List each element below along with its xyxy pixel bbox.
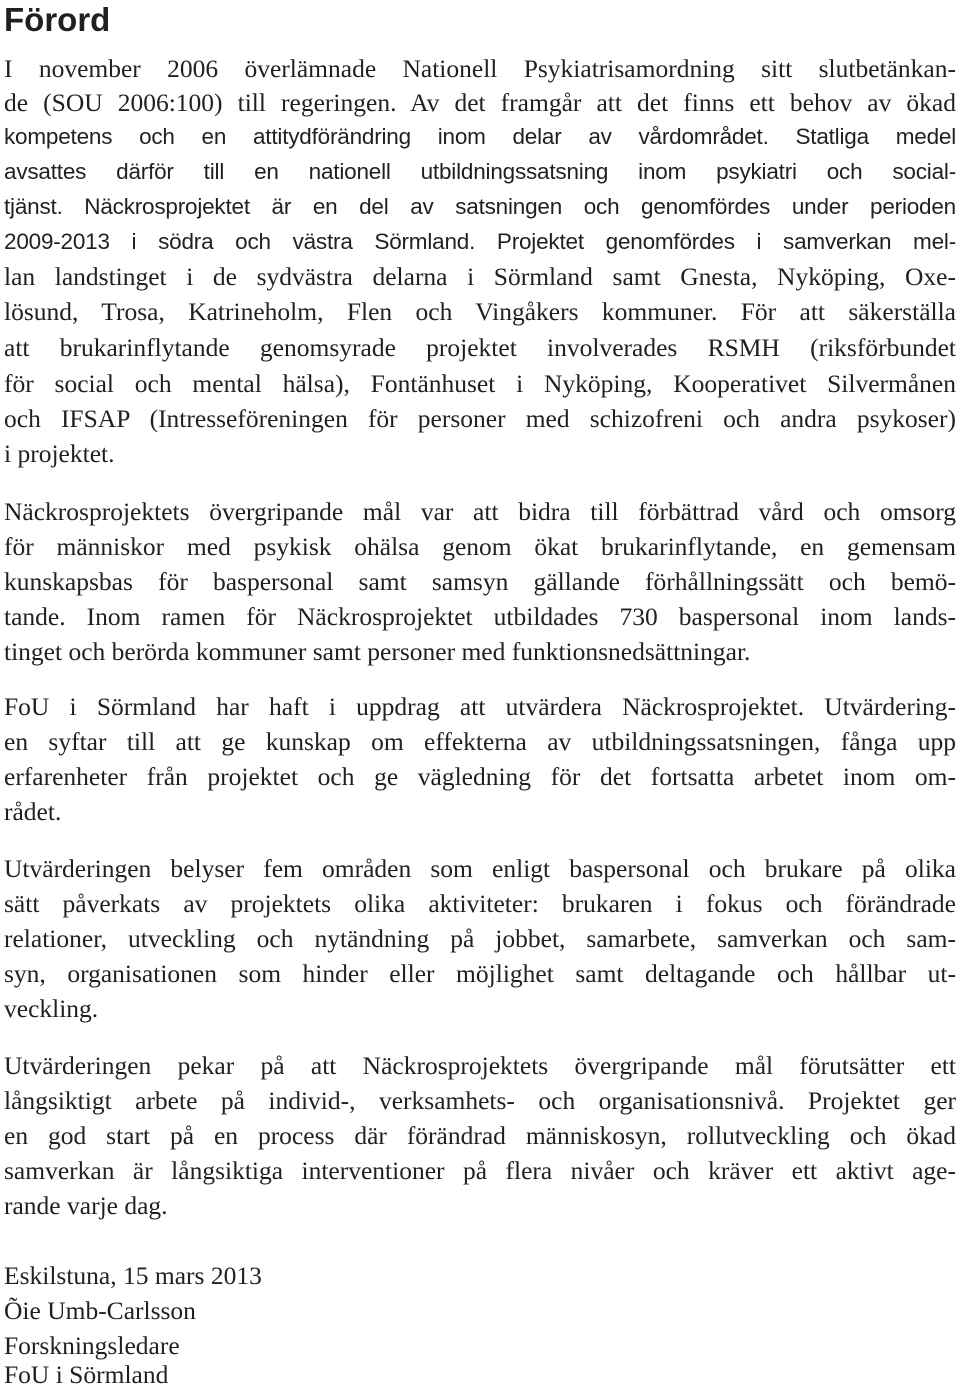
text-line: Utvärderingen belyser fem områden som enligt baspersonal och brukare på olika (4, 854, 956, 883)
text-line: kunskapsbas för baspersonal samt samsyn gällande förhållningssätt och bemö- (4, 567, 956, 596)
text-line: en god start på en process där förändrad människosyn, rollutveckling och ökad (4, 1121, 956, 1150)
text-line: tjänst. Näckrosprojektet är en del av satsningen och genomfördes under perioden (4, 194, 956, 219)
text-line: 2009-2013 i södra och västra Sörmland. Projektet genomfördes i samverkan mel- (4, 229, 956, 254)
text-line: lösund, Trosa, Katrineholm, Flen och Vingåkers kommuner. För att säkerställa (4, 297, 956, 326)
text-line: veckling. (4, 994, 99, 1023)
text-line: för människor med psykisk ohälsa genom ökat brukarinflytande, en gemensam (4, 532, 956, 561)
text-line: relationer, utveckling och nytändning på jobbet, samarbete, samverkan och sam- (4, 924, 956, 953)
signature-name: Õie Umb-Carlsson (4, 1296, 196, 1325)
text-line: I november 2006 överlämnade Nationell Psykiatrisamordning sitt slutbetänkan- (4, 54, 956, 83)
text-line: tinget och berörda kommuner samt personer med funktionsnedsättningar. (4, 637, 751, 666)
text-line: FoU i Sörmland har haft i uppdrag att utvärdera Näckrosprojektet. Utvärdering- (4, 692, 956, 721)
text-line: för social och mental hälsa), Fontänhuset i Nyköping, Kooperativet Silvermånen (4, 369, 956, 398)
text-line: syn, organisationen som hinder eller möjlighet samt deltagande och hållbar ut- (4, 959, 956, 988)
signature-place-date: Eskilstuna, 15 mars 2013 (4, 1261, 262, 1290)
text-line: långsiktigt arbete på individ-, verksamhets- och organisationsnivå. Projektet ger (4, 1086, 956, 1115)
text-line: sätt påverkats av projektets olika aktiviteter: brukaren i fokus och förändrade (4, 889, 956, 918)
text-line: Näckrosprojektets övergripande mål var att bidra till förbättrad vård och omsorg (4, 497, 956, 526)
text-line: avsattes därför till en nationell utbildningssatsning inom psykiatri och social- (4, 159, 956, 184)
text-line: att brukarinflytande genomsyrade projektet involverades RSMH (riksförbundet (4, 333, 956, 362)
signature-title: Forskningsledare (4, 1331, 180, 1360)
page-title: Förord (4, 1, 111, 38)
text-line: rande varje dag. (4, 1191, 168, 1220)
text-line: i projektet. (4, 439, 115, 468)
text-line: de (SOU 2006:100) till regeringen. Av det framgår att det finns ett behov av ökad (4, 88, 956, 117)
signature-organization: FoU i Sörmland (4, 1360, 169, 1389)
text-line: tande. Inom ramen för Näckrosprojektet utbildades 730 baspersonal inom lands- (4, 602, 956, 631)
text-line: rådet. (4, 797, 62, 826)
text-line: lan landstinget i de sydvästra delarna i Sörmland samt Gnesta, Nyköping, Oxe- (4, 262, 956, 291)
text-line: erfarenheter från projektet och ge vägledning för det fortsatta arbetet inom om- (4, 762, 956, 791)
text-line: Utvärderingen pekar på att Näckrosprojektets övergripande mål förutsätter ett (4, 1051, 956, 1080)
text-line: kompetens och en attitydförändring inom delar av vårdområdet. Statliga medel (4, 124, 956, 149)
text-line: en syftar till att ge kunskap om effekterna av utbildningssatsningen, fånga upp (4, 727, 956, 756)
text-line: samverkan är långsiktiga interventioner på flera nivåer och kräver ett aktivt age- (4, 1156, 956, 1185)
text-line: och IFSAP (Intresseföreningen för personer med schizofreni och andra psykoser) (4, 404, 956, 433)
